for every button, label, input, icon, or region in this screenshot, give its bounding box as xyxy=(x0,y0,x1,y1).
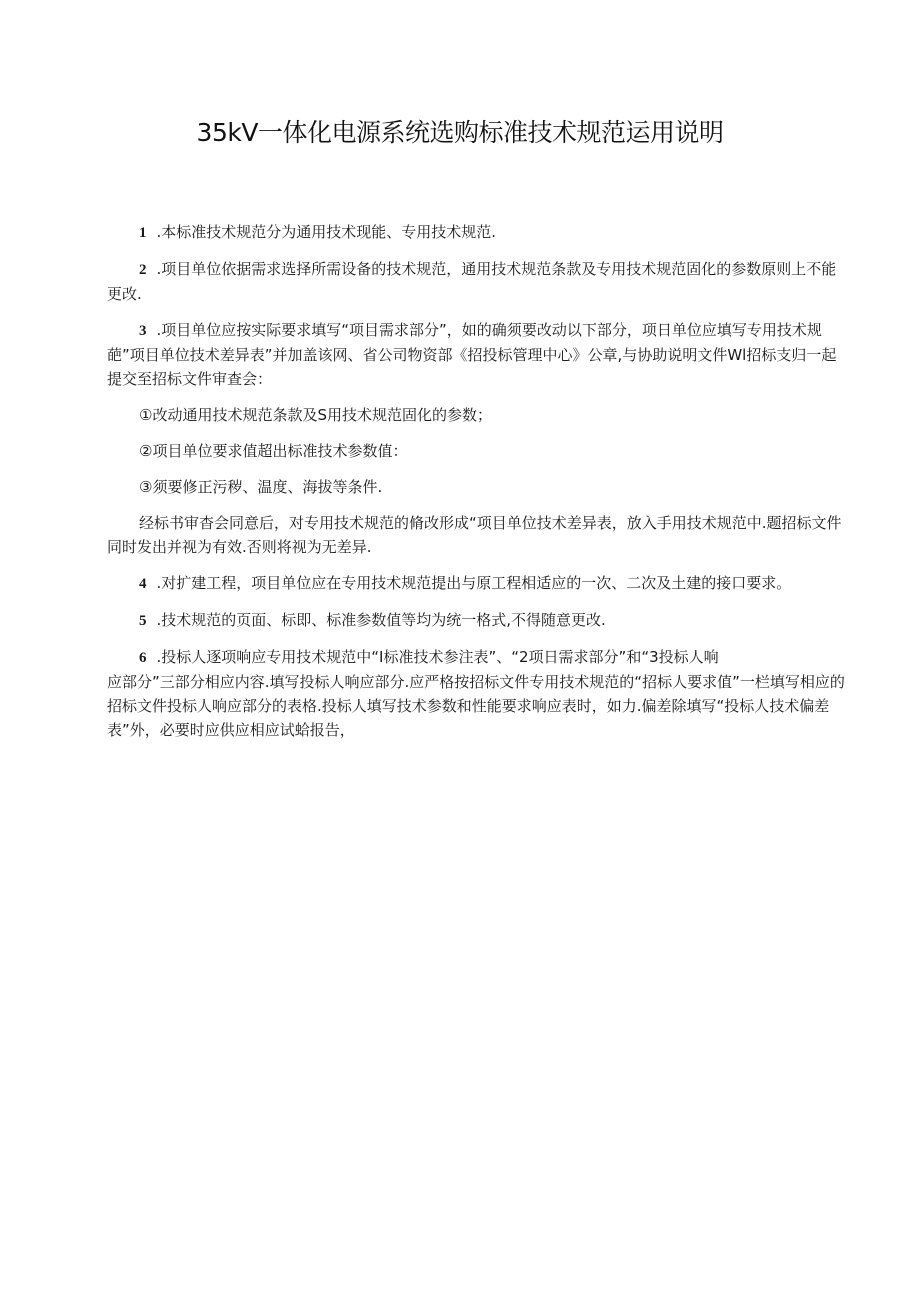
paragraph-text: ②项目单位要求值超出标准技术参数值： xyxy=(139,442,408,460)
document-title: 35kV一体化电源系统选购标准技术规范运用说明 xyxy=(196,118,724,147)
paragraph-6 xyxy=(107,645,847,670)
paragraph-number: 5 xyxy=(139,613,147,629)
paragraph-number: 6 xyxy=(139,650,147,666)
paragraph-1 xyxy=(107,220,847,245)
paragraph-text: 经标书审杳会同意后，对专用技术规范的脩改形成“项目单位技术差异表，放入手用技术规范中.题招标文件同时发出并视为有效.否则将视为无差异. xyxy=(107,514,842,556)
review-paragraph xyxy=(107,511,847,559)
sub-item-3 xyxy=(107,475,847,499)
document-body xyxy=(107,220,847,754)
paragraph-6-continuation: 应部分”三部分相应内容.填写投标人响应部分.应严格按招标文件专用技术规范的“招标人要求值”一栏填写相应的招标文件投标人响应部分的表格.投标人填写技术参数和性能要求响应表时，如力.偏差除填写“投标人技术偏差表”外，必要时应供应相应试蛤报告， xyxy=(107,673,845,739)
paragraph-3 xyxy=(107,318,847,391)
paragraph-number: 4 xyxy=(139,576,147,592)
paragraph-text: .投标人逐项响应专用技术规范中“I标准技术参注表”、“2项日需求部分”和“3投标人响 xyxy=(156,648,719,666)
paragraph-2 xyxy=(107,257,847,306)
paragraph-text: .对扩建工程，项目单位应在专用技术规范提出与原工程相适应的一次、二次及土建的接口要求。 xyxy=(156,574,792,592)
paragraph-number: 3 xyxy=(139,323,147,339)
paragraph-text: .本标准技术规范分为通用技术现能、专用技术规范. xyxy=(156,223,497,241)
paragraph-4 xyxy=(107,571,847,596)
paragraph-number: 2 xyxy=(139,262,147,278)
paragraph-text: .技术规范的页面、标即、标准参数值等均为统一格式,不得随意更改. xyxy=(156,611,606,629)
paragraph-text: ③须要修正污秽、温度、海拔等条件. xyxy=(139,478,383,496)
sub-item-2 xyxy=(107,439,847,463)
paragraph-text: ①改动通用技术规范条款及S用技术规范固化的参数； xyxy=(139,406,492,424)
paragraph-5 xyxy=(107,608,847,633)
paragraph-text: .项目单位依据需求选择所需设备的技术规范，通用技术规范条款及专用技术规范固化的参数原则上不能更改. xyxy=(107,260,837,303)
sub-item-1 xyxy=(107,403,847,427)
paragraph-number: 1 xyxy=(139,225,147,241)
paragraph-text: .项目单位应按实际要求填写“项目需求部分”，如的确须要改动以下部分，项日单位应填写专用技术规葩”项目单位技术差异表”并加盖该网、省公司物资部《招投标管理中心》公章,与协助说明文件Wl招标支归一起提交至招标文件审查会： xyxy=(107,321,837,388)
